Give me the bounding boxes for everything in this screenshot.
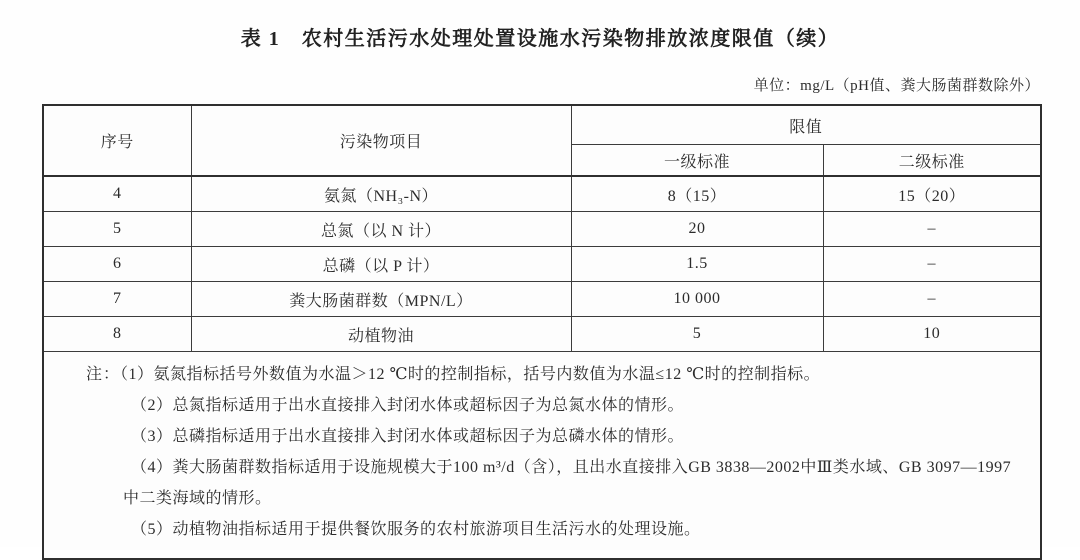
- table-row: [43, 247, 1041, 282]
- header-index: 序号: [43, 105, 191, 176]
- header-level1: 一级标准: [571, 145, 823, 177]
- table-row: [43, 317, 1041, 352]
- table-row: [43, 176, 1041, 212]
- cell-pollutant: 总磷（以 P 计）: [191, 247, 571, 282]
- cell-pollutant: 粪大肠菌群数（MPN/L）: [191, 282, 571, 317]
- cell-index: 5: [43, 212, 191, 247]
- cell-level2: 15（20）: [823, 176, 1041, 212]
- cell-pollutant: 总氮（以 N 计）: [191, 212, 571, 247]
- notes-row: [43, 352, 1041, 560]
- note-item-4: （4）粪大肠菌群数指标适用于设施规模大于100 m³/d（含），且出水直接排入GB 3838—2002中Ⅲ类水域、GB 3097—1997中二类海域的情形。: [123, 459, 1012, 507]
- table-notes: [43, 352, 1041, 560]
- cell-pollutant: 氨氮（NH₃-N）: [191, 176, 571, 212]
- table-row: [43, 282, 1041, 317]
- table-title: 表 1 农村生活污水处理处置设施水污染物排放浓度限值（续）: [240, 28, 840, 50]
- cell-level2: –: [823, 282, 1041, 317]
- header-level2: 二级标准: [823, 145, 1041, 177]
- cell-index: 7: [43, 282, 191, 317]
- cell-index: 6: [43, 247, 191, 282]
- notes-label: 注：: [86, 366, 121, 383]
- header-limit: 限值: [571, 105, 1041, 145]
- cell-level2: 10: [823, 317, 1041, 352]
- cell-level2: –: [823, 247, 1041, 282]
- pollutant-limits-table: [42, 104, 1042, 560]
- cell-pollutant: 动植物油: [191, 317, 571, 352]
- cell-index: 4: [43, 176, 191, 212]
- header-row-top: [43, 105, 1041, 145]
- cell-level1: 8（15）: [571, 176, 823, 212]
- cell-level2: –: [823, 212, 1041, 247]
- note-item-1: （1）氨氮指标括号外数值为水温＞12 ℃时的控制指标，括号内数值为水温≤12 ℃时的控制指标。: [120, 366, 821, 383]
- note-item-3: （3）总磷指标适用于出水直接排入封闭水体或超标因子为总磷水体的情形。: [131, 428, 685, 445]
- cell-level1: 10 000: [571, 282, 823, 317]
- unit-note: 单位：mg/L（pH值、粪大肠菌群数除外）: [753, 78, 1040, 94]
- cell-level1: 20: [571, 212, 823, 247]
- note-line-1: [86, 359, 1020, 390]
- cell-level1: 5: [571, 317, 823, 352]
- note-item-5: （5）动植物油指标适用于提供餐饮服务的农村旅游项目生活污水的处理设施。: [131, 521, 701, 538]
- header-pollutant: 污染物项目: [191, 105, 571, 176]
- cell-level1: 1.5: [571, 247, 823, 282]
- table-row: [43, 212, 1041, 247]
- note-item-2: （2）总氮指标适用于出水直接排入封闭水体或超标因子为总氮水体的情形。: [131, 397, 685, 414]
- cell-index: 8: [43, 317, 191, 352]
